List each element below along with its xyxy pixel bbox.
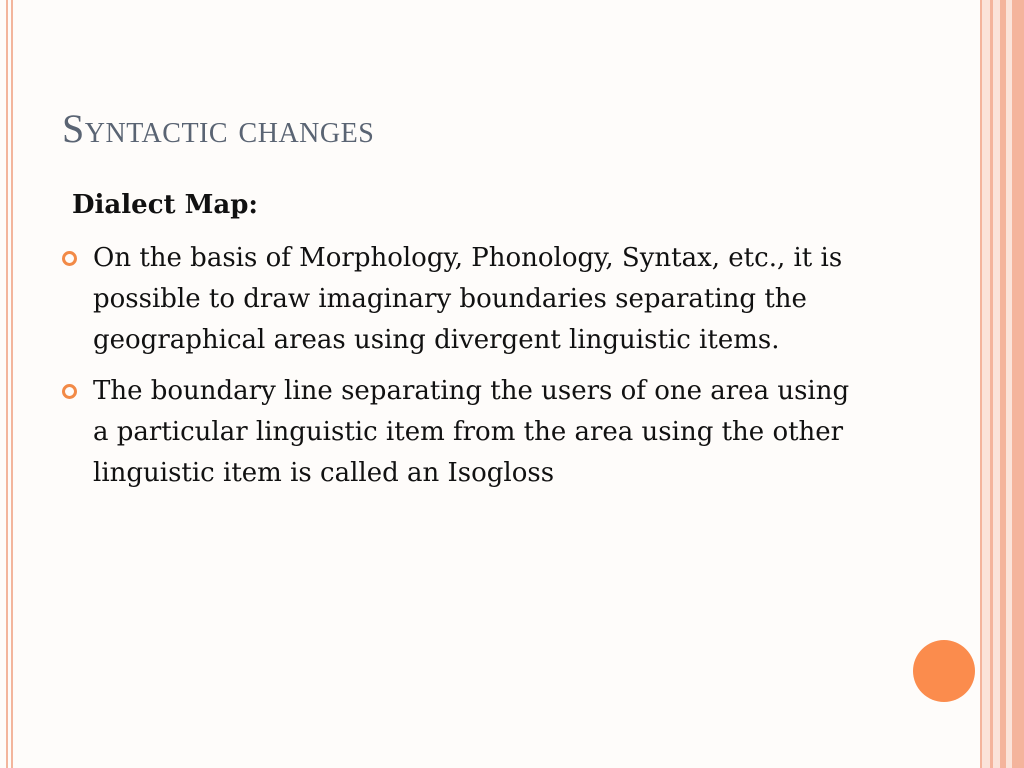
right-stripe <box>1012 0 1024 768</box>
bullet-text: On the basis of Morphology, Phonology, Syntax, etc., it is possible to draw imaginary boundaries separating the geographical areas using divergent linguistic items. <box>93 243 843 355</box>
slide-title: Syntactic changes <box>62 106 375 151</box>
bullet-item <box>60 238 860 361</box>
bullet-item <box>60 371 860 494</box>
left-border-line <box>11 0 13 768</box>
bullet-list <box>60 238 860 504</box>
right-stripe <box>980 0 982 768</box>
subheading: Dialect Map: <box>72 190 258 220</box>
right-stripe <box>1000 0 1006 768</box>
left-border-line <box>6 0 8 768</box>
right-stripe <box>990 0 993 768</box>
orange-circle-decoration <box>913 640 975 702</box>
ring-bullet-icon <box>62 384 77 399</box>
bullet-text: The boundary line separating the users of one area using a particular linguistic item from the area using the other linguistic item is called an Isogloss <box>93 376 850 488</box>
ring-bullet-icon <box>62 251 77 266</box>
